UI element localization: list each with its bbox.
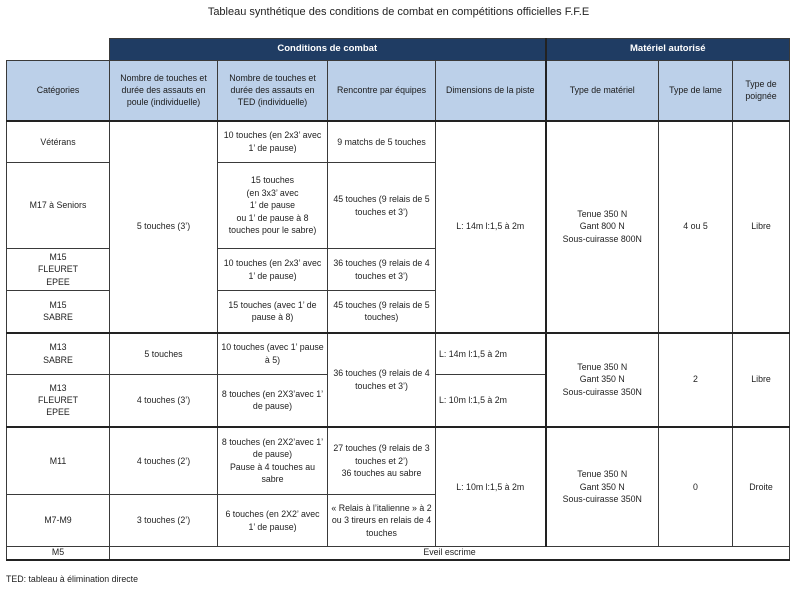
cell-poule-senior: 5 touches (3’) bbox=[110, 121, 218, 333]
footnote: TED: tableau à élimination directe bbox=[6, 574, 139, 584]
cell-poignee-senior: Libre bbox=[733, 121, 790, 333]
header-equipes: Rencontre par équipes bbox=[328, 61, 436, 121]
cell-ted-m7-m9: 6 touches (en 2X2’ avec 1’ de pause) bbox=[218, 495, 328, 547]
blank-corner bbox=[7, 39, 110, 61]
cell-piste-young: L: 10m l:1,5 à 2m bbox=[436, 427, 546, 547]
cell-ted-m15-sabre: 15 touches (avec 1’ de pause à 8) bbox=[218, 291, 328, 333]
cell-cat-m13-sabre: M13 SABRE bbox=[7, 333, 110, 375]
cell-ted-m13-fleuret-epee: 8 touches (en 2X3’avec 1’ de pause) bbox=[218, 375, 328, 427]
header-poignee: Type de poignée bbox=[733, 61, 790, 121]
conditions-table bbox=[6, 38, 790, 561]
cell-cat-m11: M11 bbox=[7, 427, 110, 495]
cell-cat-m5: M5 bbox=[7, 547, 110, 560]
cell-equipes-veterans: 9 matchs de 5 touches bbox=[328, 121, 436, 163]
cell-cat-m7-m9: M7-M9 bbox=[7, 495, 110, 547]
cell-m5-eveil: Eveil escrime bbox=[110, 547, 790, 560]
cell-equipes-m7-m9: « Relais à l’italienne » à 2 ou 3 tireurs en relais de 4 touches bbox=[328, 495, 436, 547]
cell-equipes-m15-sabre: 45 touches (9 relais de 5 touches) bbox=[328, 291, 436, 333]
cell-piste-senior: L: 14m l:1,5 à 2m bbox=[436, 121, 546, 333]
header-lame: Type de lame bbox=[659, 61, 733, 121]
cell-ted-m13-sabre: 10 touches (avec 1’ pause à 5) bbox=[218, 333, 328, 375]
cell-cat-veterans: Vétérans bbox=[7, 121, 110, 163]
cell-equipes-m17: 45 touches (9 relais de 5 touches et 3’) bbox=[328, 163, 436, 249]
cell-lame-senior: 4 ou 5 bbox=[659, 121, 733, 333]
cell-cat-m15-sabre: M15 SABRE bbox=[7, 291, 110, 333]
header-materiel: Type de matériel bbox=[546, 61, 659, 121]
cell-materiel-senior: Tenue 350 N Gant 800 N Sous-cuirasse 800N bbox=[546, 121, 659, 333]
group-header-materiel: Matériel autorisé bbox=[546, 39, 790, 61]
cell-cat-m13-fleuret-epee: M13 FLEURET EPEE bbox=[7, 375, 110, 427]
cell-lame-m13: 2 bbox=[659, 333, 733, 427]
header-categories: Catégories bbox=[7, 61, 110, 121]
cell-poignee-m13: Libre bbox=[733, 333, 790, 427]
cell-poule-m13-sabre: 5 touches bbox=[110, 333, 218, 375]
cell-ted-m17: 15 touches (en 3x3’ avec 1’ de pause ou 1’ de pause à 8 touches pour le sabre) bbox=[218, 163, 328, 249]
header-ted: Nombre de touches et durée des assauts en TED (individuelle) bbox=[218, 61, 328, 121]
cell-equipes-m13: 36 touches (9 relais de 4 touches et 3’) bbox=[328, 333, 436, 427]
page-title: Tableau synthétique des conditions de combat en compétitions officielles F.F.E bbox=[207, 6, 590, 18]
header-poule: Nombre de touches et durée des assauts en poule (individuelle) bbox=[110, 61, 218, 121]
cell-cat-m17: M17 à Seniors bbox=[7, 163, 110, 249]
cell-poignee-young: Droite bbox=[733, 427, 790, 547]
cell-materiel-young: Tenue 350 N Gant 350 N Sous-cuirasse 350N bbox=[546, 427, 659, 547]
group-header-conditions: Conditions de combat bbox=[110, 39, 546, 61]
cell-equipes-m15-fleuret-epee: 36 touches (9 relais de 4 touches et 3’) bbox=[328, 249, 436, 291]
cell-piste-m13-fleuret-epee: L: 10m l:1,5 à 2m bbox=[436, 375, 546, 427]
cell-piste-m13-sabre: L: 14m l:1,5 à 2m bbox=[436, 333, 546, 375]
cell-materiel-m13: Tenue 350 N Gant 350 N Sous-cuirasse 350N bbox=[546, 333, 659, 427]
cell-ted-m11: 8 touches (en 2X2’avec 1’ de pause) Pause à 4 touches au sabre bbox=[218, 427, 328, 495]
cell-cat-m15-fleuret-epee: M15 FLEURET EPEE bbox=[7, 249, 110, 291]
cell-lame-young: 0 bbox=[659, 427, 733, 547]
cell-equipes-m11: 27 touches (9 relais de 3 touches et 2’) 36 touches au sabre bbox=[328, 427, 436, 495]
cell-poule-m13-fleuret-epee: 4 touches (3’) bbox=[110, 375, 218, 427]
cell-poule-m11: 4 touches (2’) bbox=[110, 427, 218, 495]
cell-ted-veterans: 10 touches (en 2x3’ avec 1’ de pause) bbox=[218, 121, 328, 163]
cell-ted-m15-fleuret-epee: 10 touches (en 2x3’ avec 1’ de pause) bbox=[218, 249, 328, 291]
cell-poule-m7-m9: 3 touches (2’) bbox=[110, 495, 218, 547]
header-piste: Dimensions de la piste bbox=[436, 61, 546, 121]
